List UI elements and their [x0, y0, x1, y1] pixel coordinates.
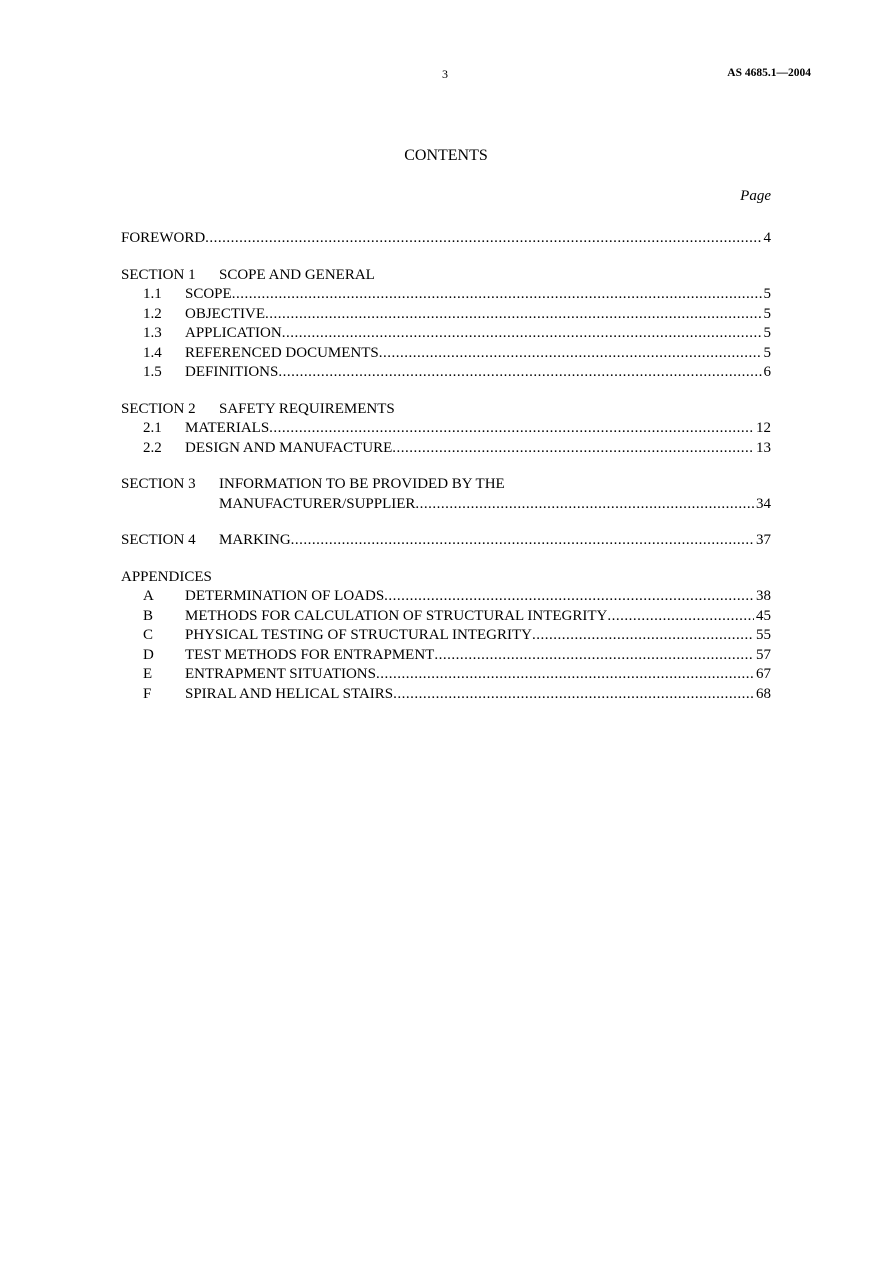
toc-entry-page: 57	[756, 646, 771, 663]
dot-leader	[607, 607, 754, 627]
toc-entry-title: METHODS FOR CALCULATION OF STRUCTURAL INTEGRITY	[185, 607, 608, 624]
toc-entry-page: 5	[763, 286, 771, 302]
dot-leader	[434, 646, 754, 666]
appendices-heading	[121, 568, 771, 588]
toc-entry-number: 1.2	[143, 305, 162, 322]
toc-entry[interactable]	[121, 685, 771, 705]
toc-entry-title: OBJECTIVE	[185, 305, 265, 322]
section-title-continued: MANUFACTURER/SUPPLIER	[219, 495, 416, 512]
dot-leader	[392, 439, 754, 459]
toc-entry-page: 55	[756, 627, 771, 643]
toc-entry-page: 67	[756, 666, 771, 682]
toc-entry-title: DETERMINATION OF LOADS	[185, 588, 385, 604]
toc-entry-number: E	[143, 666, 153, 682]
toc-entry-number: 1.5	[143, 364, 162, 380]
toc-entry-number: 2.2	[143, 439, 162, 456]
toc-entry-title: REFERENCED DOCUMENTS	[185, 344, 379, 361]
section-number: SECTION 1	[121, 266, 196, 283]
toc-entry-number: 2.1	[143, 420, 162, 436]
section-title: SAFETY REQUIREMENTS	[219, 400, 395, 417]
dot-leader	[532, 626, 754, 646]
toc-entry-number: D	[143, 646, 154, 663]
toc-entry-title: SCOPE	[185, 286, 232, 302]
toc-entry-section-4[interactable]	[121, 531, 771, 551]
toc-entry[interactable]	[121, 646, 771, 666]
toc-entry-title: MATERIALS	[185, 420, 270, 436]
toc-entry-title: SPIRAL AND HELICAL STAIRS	[185, 685, 394, 702]
toc-entry-number: F	[143, 685, 152, 702]
toc-entry[interactable]	[121, 419, 771, 439]
toc-entry-title: FOREWORD	[121, 230, 206, 246]
toc-entry-number: A	[143, 588, 154, 604]
toc-entry-page: 37	[756, 532, 771, 548]
toc-entry[interactable]	[121, 626, 771, 646]
section-heading-3	[121, 475, 771, 495]
section-title: MARKING	[219, 532, 291, 548]
toc-entry-number: 1.3	[143, 325, 162, 341]
toc-entry-page: 5	[763, 344, 771, 361]
contents-title: CONTENTS	[404, 147, 488, 164]
toc-entry-number: 1.1	[143, 286, 162, 302]
dot-leader	[269, 419, 754, 439]
dot-leader	[384, 587, 754, 607]
dot-leader	[232, 285, 762, 305]
section-title: SCOPE AND GENERAL	[219, 266, 375, 283]
toc-entry[interactable]	[121, 305, 771, 325]
toc-entry-page: 5	[763, 305, 771, 322]
toc-entry[interactable]	[121, 607, 771, 627]
toc-entry-title: DESIGN AND MANUFACTURE	[185, 439, 393, 456]
dot-leader	[282, 324, 762, 344]
toc-entry[interactable]	[121, 324, 771, 344]
table-of-contents	[121, 229, 771, 704]
dot-leader	[415, 495, 754, 515]
page-column-label: Page	[740, 188, 771, 204]
section-heading-1	[121, 266, 771, 286]
toc-entry-page: 6	[763, 364, 771, 380]
dot-leader	[265, 305, 762, 325]
toc-entry-page: 34	[756, 495, 771, 512]
dot-leader	[205, 229, 761, 249]
toc-entry-title: TEST METHODS FOR ENTRAPMENT	[185, 646, 435, 663]
toc-entry-page: 68	[756, 685, 771, 702]
dot-leader	[376, 665, 754, 685]
toc-entry-page: 12	[756, 420, 771, 436]
toc-entry-foreword[interactable]	[121, 229, 771, 249]
toc-entry-number: C	[143, 627, 154, 643]
toc-entry-number: B	[143, 607, 154, 624]
page-number: 3	[442, 67, 448, 81]
toc-entry-number: 1.4	[143, 344, 162, 361]
section-heading-2	[121, 400, 771, 420]
toc-entry[interactable]	[121, 439, 771, 459]
toc-entry-title: PHYSICAL TESTING OF STRUCTURAL INTEGRITY	[185, 627, 532, 643]
dot-leader	[379, 344, 762, 364]
section-number: SECTION 3	[121, 476, 196, 492]
toc-entry[interactable]	[121, 587, 771, 607]
section-number: SECTION 2	[121, 400, 196, 417]
toc-entry-page: 4	[763, 230, 771, 246]
toc-entry[interactable]	[121, 665, 771, 685]
toc-entry-page: 45	[756, 607, 771, 624]
dot-leader	[393, 685, 754, 705]
section-title: INFORMATION TO BE PROVIDED BY THE	[219, 476, 505, 492]
toc-entry-section-3[interactable]	[121, 495, 771, 515]
dot-leader	[291, 531, 754, 551]
toc-entry-title: APPLICATION	[185, 325, 282, 341]
toc-entry[interactable]	[121, 344, 771, 364]
section-number: SECTION 4	[121, 532, 196, 548]
dot-leader	[278, 363, 761, 383]
toc-entry[interactable]	[121, 285, 771, 305]
toc-entry-page: 13	[756, 439, 771, 456]
document-code: AS 4685.1—2004	[727, 67, 811, 79]
toc-entry-page: 38	[756, 588, 771, 604]
toc-entry-title: DEFINITIONS	[185, 364, 279, 380]
toc-entry-page: 5	[763, 325, 771, 341]
toc-entry[interactable]	[121, 363, 771, 383]
toc-entry-title: ENTRAPMENT SITUATIONS	[185, 666, 376, 682]
appendices-title: APPENDICES	[121, 568, 212, 585]
